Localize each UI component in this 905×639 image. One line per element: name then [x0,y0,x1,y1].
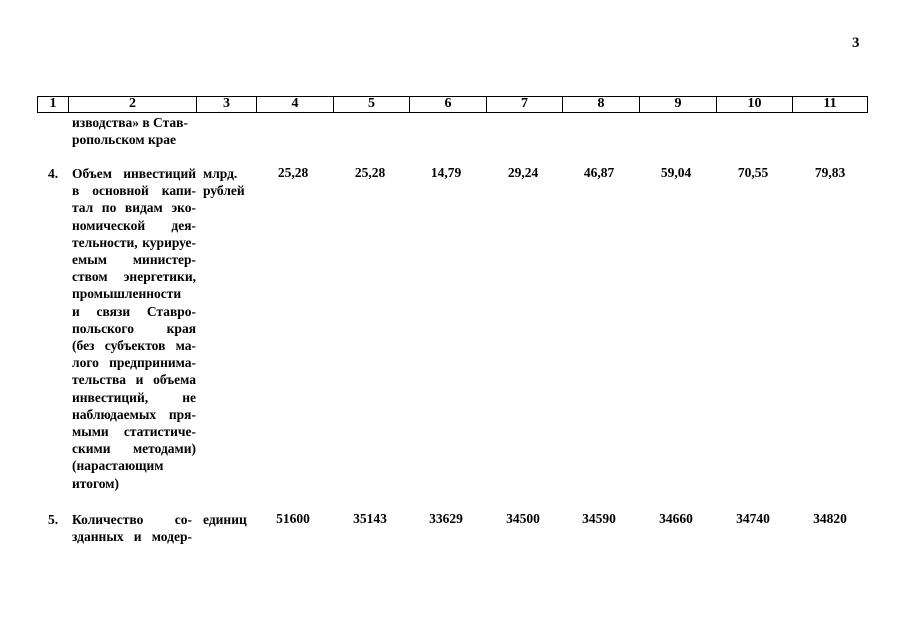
description-line: (без субъектов ма- [72,338,196,354]
unit-line: рублей [203,183,245,199]
header-col-5: 5 [333,97,409,112]
row-4-value-col-8: 46,87 [583,165,615,180]
row-4-number: 4. [48,166,59,181]
row-4-value-col-7: 29,24 [507,165,539,180]
row-5-description [72,511,192,545]
row-5-unit [203,511,263,528]
unit-line: млрд. [203,166,238,181]
continued-row-description [72,114,196,148]
description-line: (нарастающим [72,458,164,474]
unit-line: единиц [203,512,247,527]
description-line: наблюдаемых пря- [72,406,196,422]
row-4-value-col-9: 59,04 [660,165,692,180]
row-5-value-col-7: 34500 [506,511,540,526]
description-line: промышленности [72,286,182,302]
row-5-number: 5. [48,512,59,527]
row-4-value-col-11: 79,83 [814,165,846,180]
description-line: в основной капи- [72,183,196,199]
row-5-value-col-10: 34740 [736,511,770,526]
description-line: тал по видам эко- [72,200,196,216]
header-col-4: 4 [256,97,333,112]
description-line: тельства и объема [72,372,196,388]
row-4-unit [203,165,263,199]
description-line: итогом) [72,475,119,491]
header-col-7: 7 [486,97,562,112]
header-col-10: 10 [716,97,792,112]
page-number: 3 [852,35,860,51]
row-5-value-col-8: 34590 [582,511,616,526]
row-4-value-col-5: 25,28 [354,165,386,180]
description-line: скими методами) [72,441,196,457]
row-5-value-col-4: 51600 [276,511,310,526]
description-line: лого предпринима- [72,355,196,371]
table-header-row [37,96,868,113]
continued-line: изводства» в Став- [72,115,188,130]
description-line: мыми статистиче- [72,424,196,440]
row-5-value-col-9: 34660 [659,511,693,526]
header-col-9: 9 [639,97,716,112]
description-line: инвестиций, не [72,389,196,405]
description-line: зданных и модер- [72,529,192,545]
header-col-2: 2 [68,97,196,112]
header-col-6: 6 [409,97,486,112]
header-col-3: 3 [196,97,256,112]
header-col-11: 11 [792,97,867,112]
description-line: номической дея- [72,217,196,233]
row-4-value-col-4: 25,28 [277,165,309,180]
row-5-value-col-5: 35143 [353,511,387,526]
description-line: и связи Ставро- [72,303,196,319]
description-line: Объем инвестиций [72,166,196,181]
description-line: Количество со- [72,512,192,527]
description-line: польского края [72,320,196,336]
row-5-value-col-11: 34820 [813,511,847,526]
header-col-1: 1 [49,96,57,111]
description-line: емым министер- [72,252,196,268]
row-4-description [72,165,196,492]
description-line: тельности, курируе- [72,234,196,250]
row-5-value-col-6: 33629 [429,511,463,526]
row-4-value-col-6: 14,79 [430,165,462,180]
description-line: ством энергетики, [72,269,196,285]
row-4-value-col-10: 70,55 [737,165,769,180]
header-col-8: 8 [562,97,639,112]
continued-line: ропольском крае [72,132,177,148]
